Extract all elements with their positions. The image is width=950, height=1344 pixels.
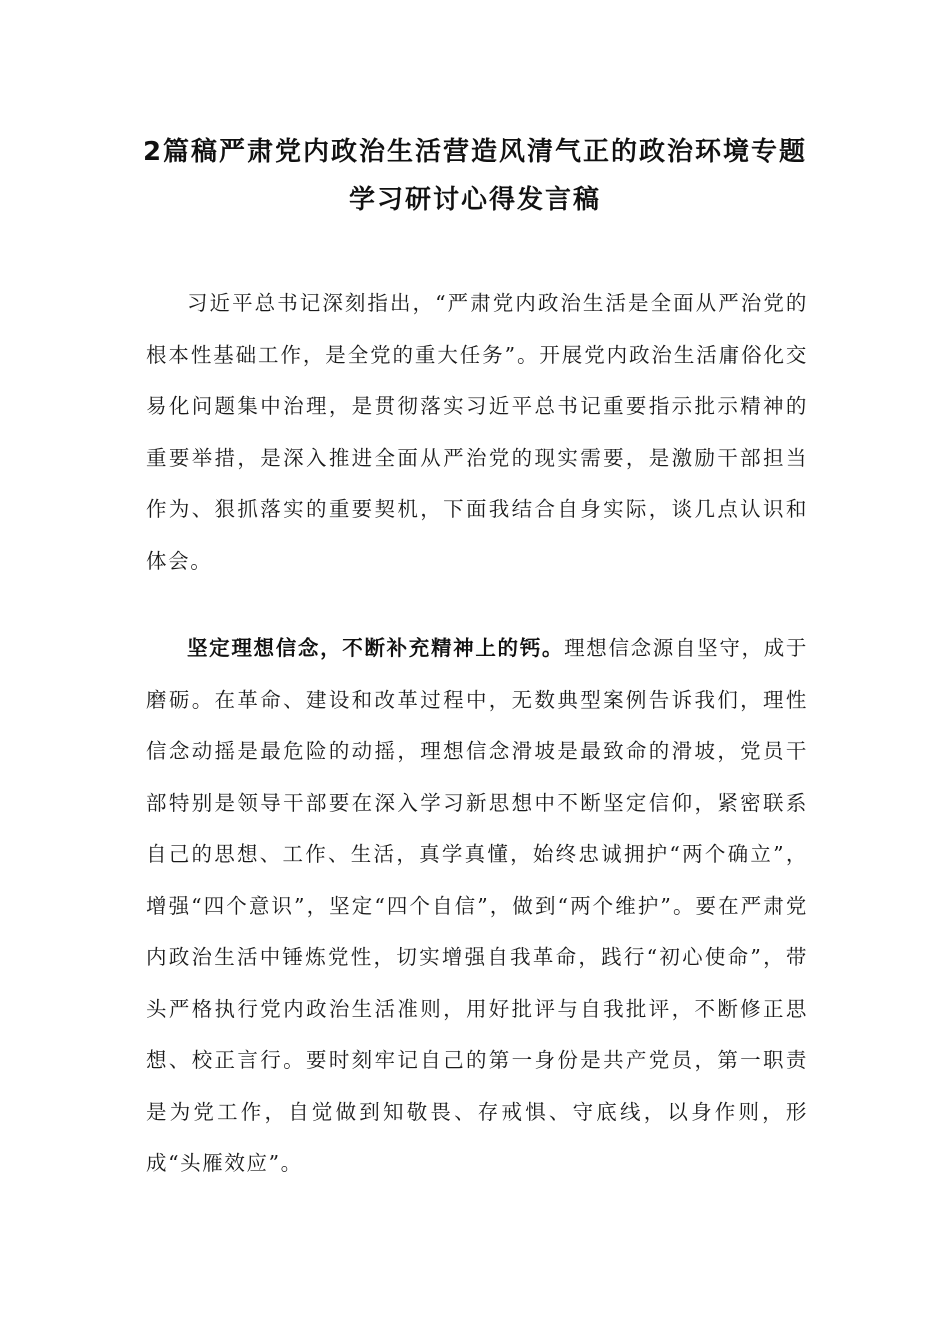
intro-paragraph-text: 习近平总书记深刻指出，“严肃党内政治生活是全面从严治党的根本性基础工作，是全党的重大任务”。开展党内政治生活庸俗化交易化问题集中治理，是贯彻落实习近平总书记重要指示批示精神的重要举措，是深入推进全面从严治党的现实需要，是激励干部担当作为、狠抓落实的重要契机，下面我结合自身实际，谈几点认识和体会。 (146, 291, 808, 573)
section-lead-heading: 坚定理想信念，不断补充精神上的钙。 (187, 636, 565, 660)
section-paragraph-text: 理想信念源自坚守，成于磨砺。在革命、建设和改革过程中，无数典型案例告诉我们，理性信念动摇是最危险的动摇，理想信念滑坡是最致命的滑坡，党员干部特别是领导干部要在深入学习新思想中不断坚定信仰，紧密联系自己的思想、工作、生活，真学真懂，始终忠诚拥护“两个确立”，增强“四个意识”，坚定“四个自信”，做到“两个维护”。要在严肃党内政治生活中锤炼党性，切实增强自我革命，践行“初心使命”，带头严格执行党内政治生活准则，用好批评与自我批评，不断修正思想、校正言行。要时刻牢记自己的第一身份是共产党员，第一职责是为党工作，自觉做到知敬畏、存戒惧、守底线，以身作则，形成“头雁效应”。 (146, 636, 808, 1175)
intro-paragraph (146, 278, 808, 587)
section-paragraph-ideals (146, 623, 808, 1190)
document-title: 2篇稿严肃党内政治生活营造风清气正的政治环境专题学习研讨心得发言稿 (142, 137, 808, 215)
